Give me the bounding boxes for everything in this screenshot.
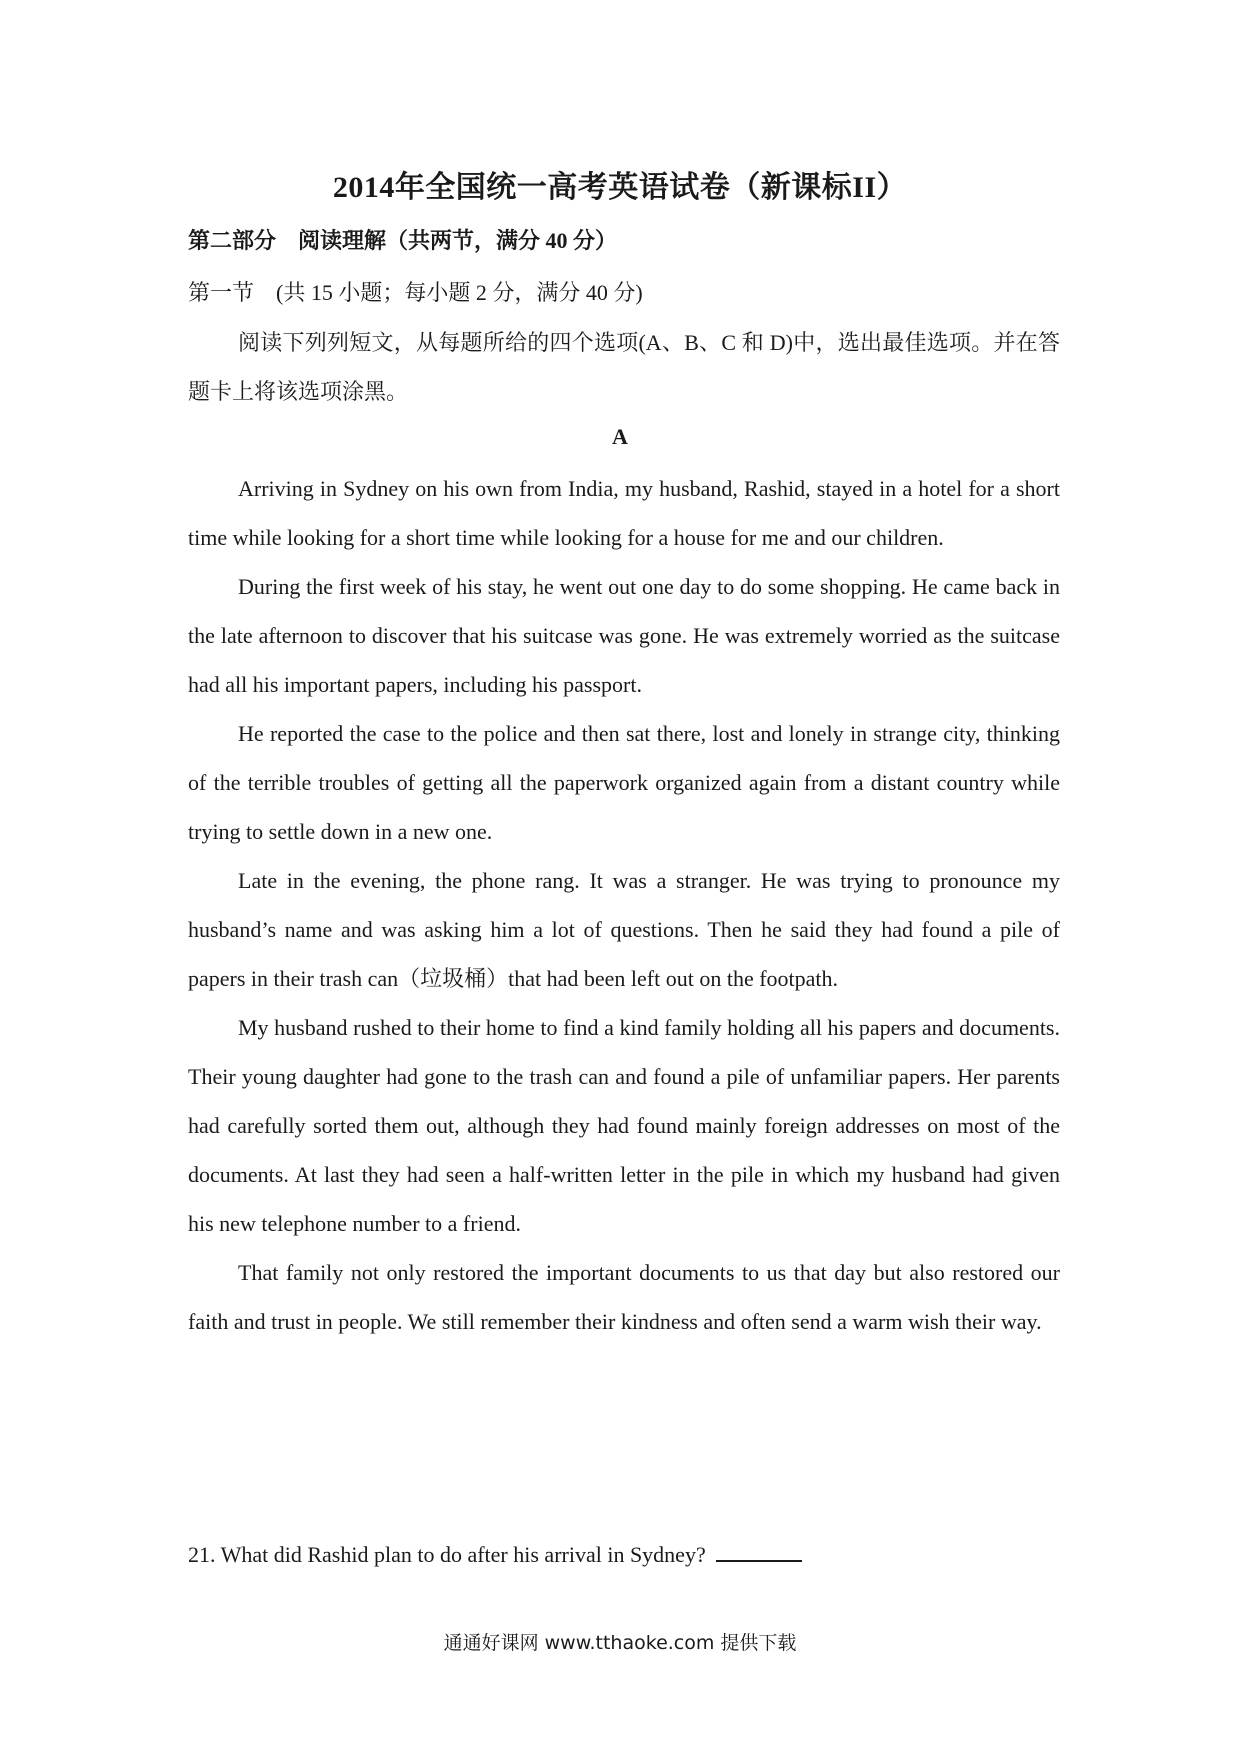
- question-text: 21. What did Rashid plan to do after his arrival in Sydney?: [188, 1542, 706, 1567]
- exam-title: 2014年全国统一高考英语试卷（新课标II）: [332, 171, 908, 204]
- passage-paragraph: Late in the evening, the phone rang. It was a stranger. He was trying to pronounce my husband’s name and was asking him a lot of questions. Then he said they had found a pile of papers in their trash can（垃圾桶）that had been left out on the footpath.: [188, 868, 1060, 991]
- passage-paragraph: During the first week of his stay, he went out one day to do some shopping. He came back in the late afternoon to discover that his suitcase was gone. He was extremely worried as the suitcase had all his important papers, including his passport.: [188, 574, 1060, 697]
- reading-passage: [188, 464, 1060, 1346]
- passage-paragraph: Arriving in Sydney on his own from India, my husband, Rashid, stayed in a hotel for a short time while looking for a short time while looking for a house for me and our children.: [188, 476, 1060, 550]
- passage-paragraph: My husband rushed to their home to find a kind family holding all his papers and documents. Their young daughter had gone to the trash can and found a pile of unfamiliar papers. Her parents had carefully sorted them out, although they had found mainly foreign addresses on most of the documents. At last they had seen a half-written letter in the pile in which my husband had given his new telephone number to a friend.: [188, 1015, 1060, 1236]
- answer-blank: [716, 1542, 802, 1562]
- section-heading: 第一节 (共 15 小题；每小题 2 分，满分 40 分): [188, 280, 643, 305]
- page-footer: 通通好课网 www.tthaoke.com 提供下载: [443, 1632, 797, 1654]
- part-heading: 第二部分 阅读理解（共两节，满分 40 分）: [188, 228, 618, 253]
- passage-paragraph: He reported the case to the police and then sat there, lost and lonely in strange city, thinking of the terrible troubles of getting all the paperwork organized again from a distant country while trying to settle down in a new one.: [188, 721, 1060, 844]
- question-21: [188, 1542, 1060, 1568]
- passage-paragraph: That family not only restored the important documents to us that day but also restored our faith and trust in people. We still remember their kindness and often send a warm wish their way.: [188, 1260, 1060, 1334]
- passage-label: A: [612, 424, 628, 449]
- instructions-text: 阅读下列列短文，从每题所给的四个选项(A、B、C 和 D)中，选出最佳选项。并在答题卡上将该选项涂黑。: [188, 330, 1060, 404]
